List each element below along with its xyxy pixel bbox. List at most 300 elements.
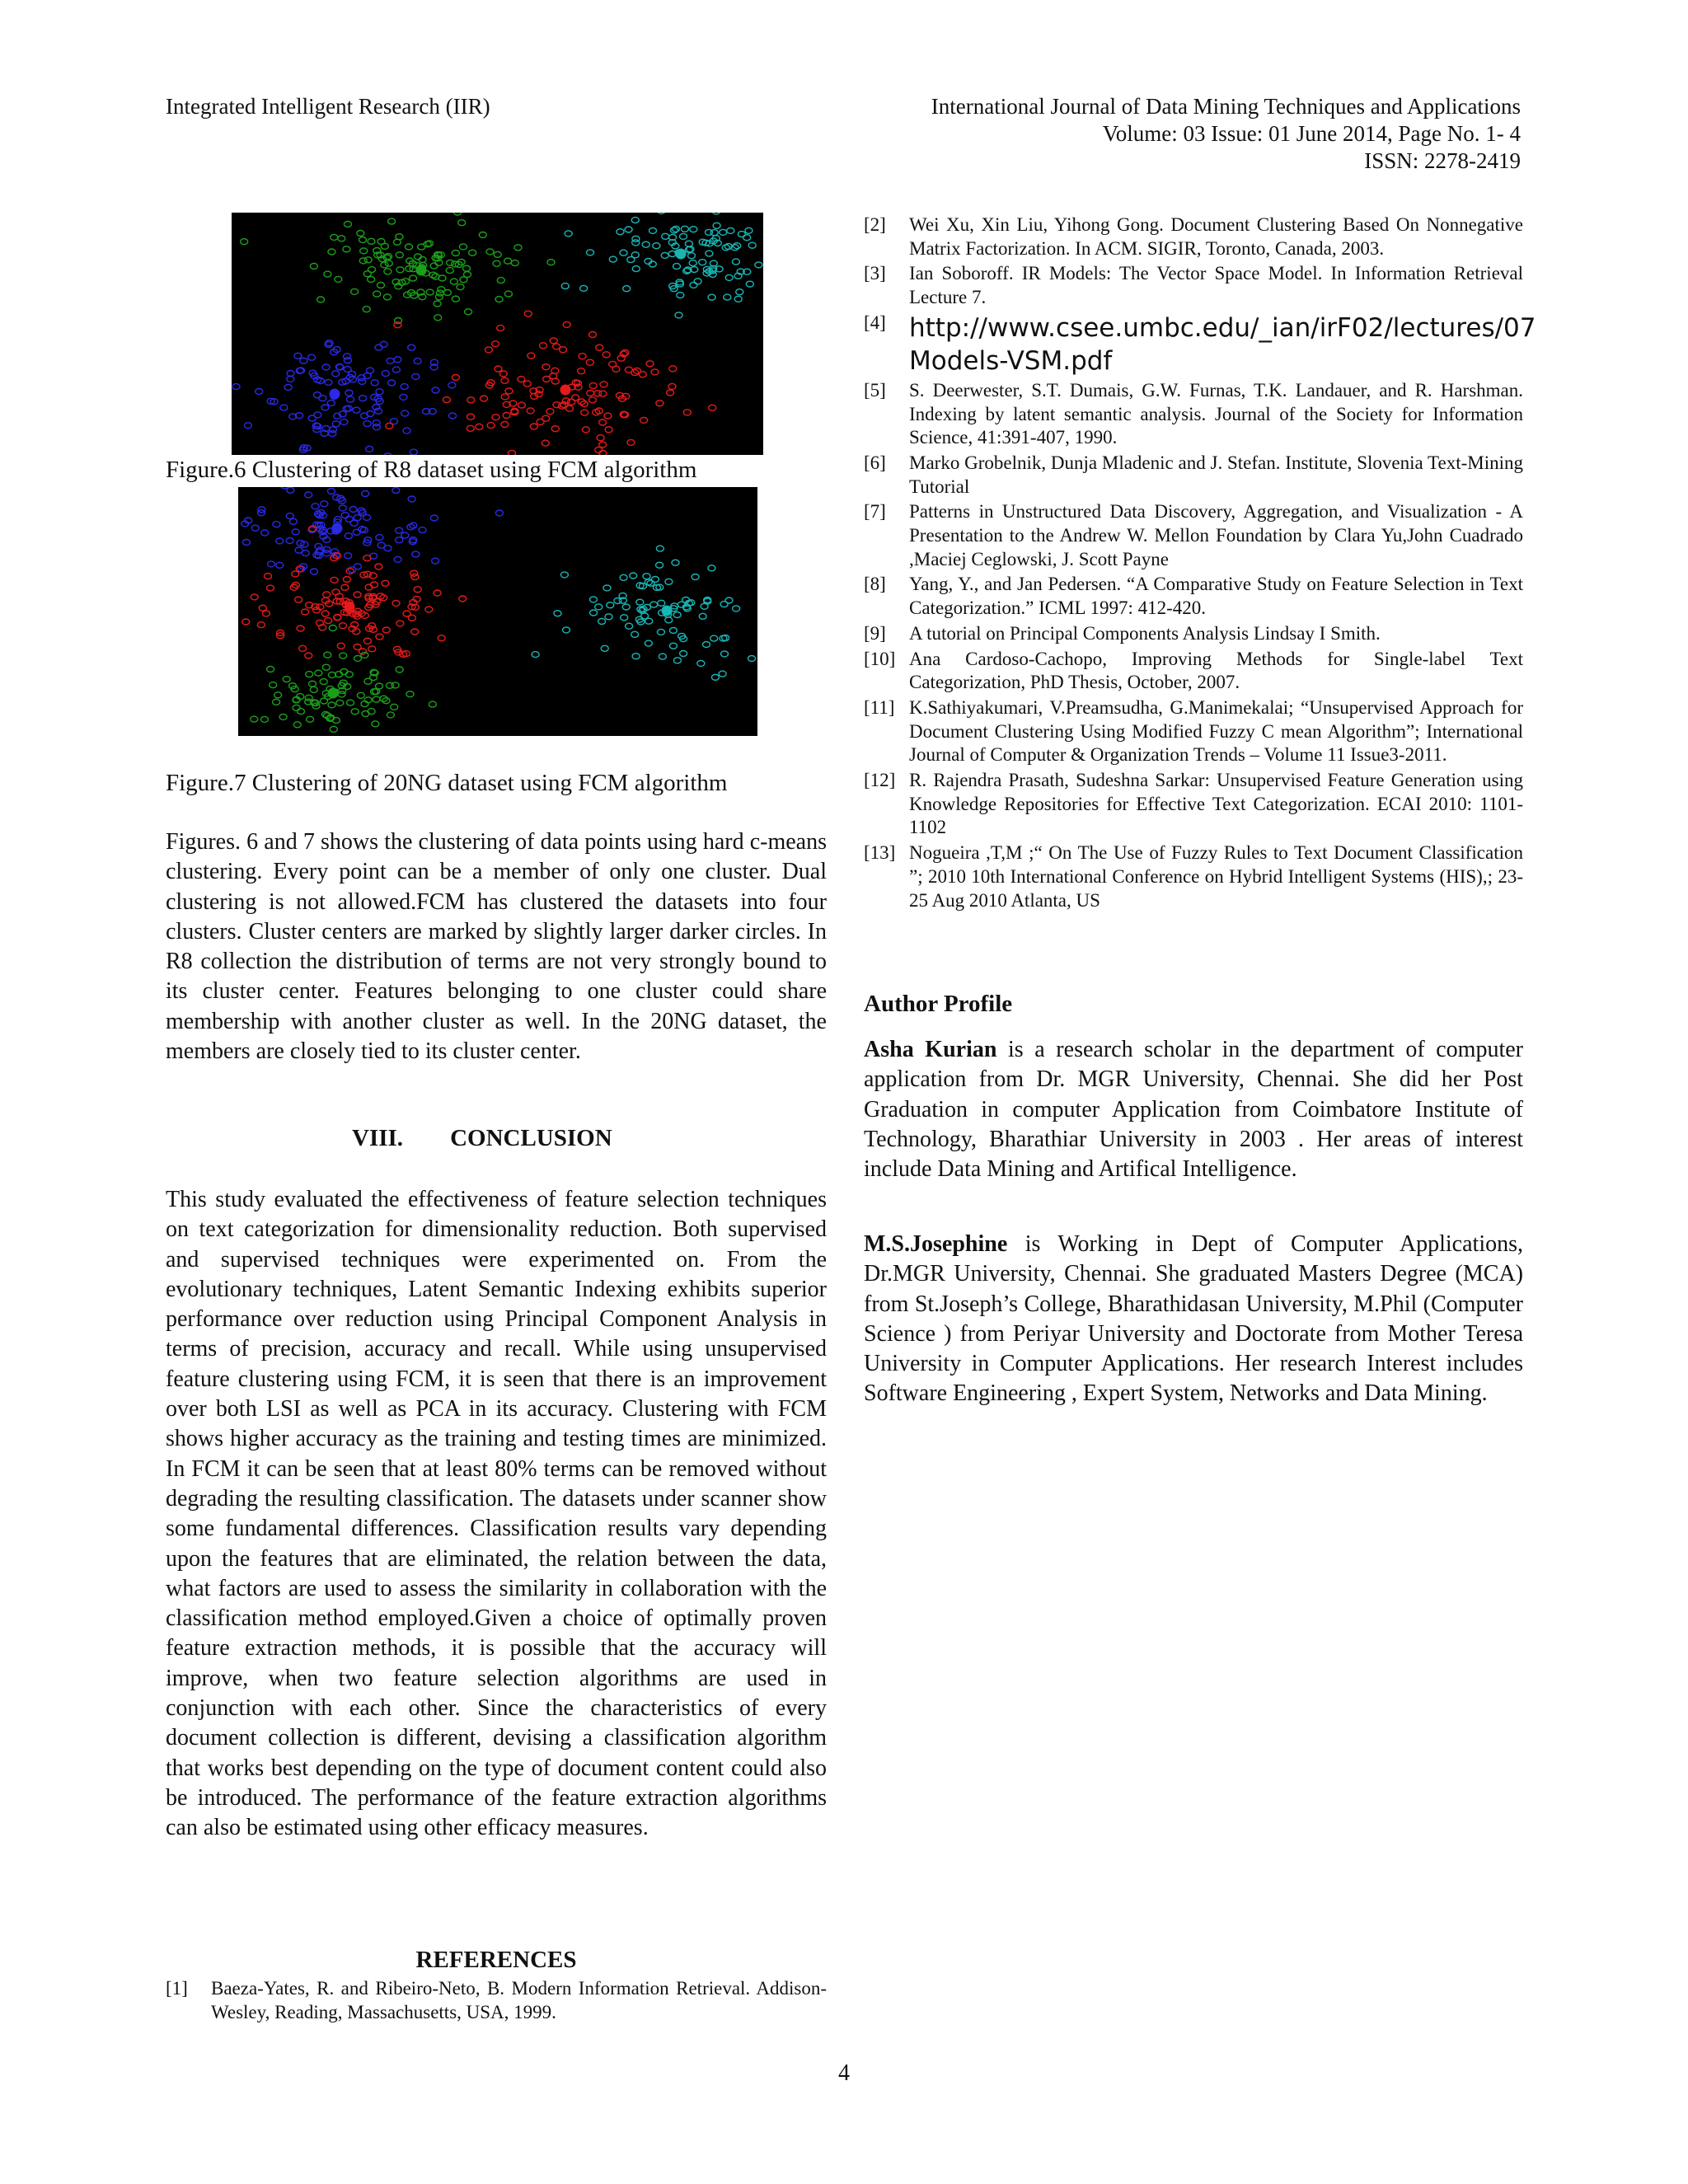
data-point — [626, 623, 633, 629]
data-point — [598, 619, 606, 625]
data-point — [284, 385, 292, 391]
reference-item — [864, 312, 1536, 377]
data-point — [649, 227, 657, 233]
data-point — [725, 274, 733, 280]
data-point — [467, 397, 475, 403]
reference-number: [13] — [864, 842, 896, 864]
data-point — [325, 618, 332, 624]
data-point — [410, 275, 417, 281]
figure-6-scatter — [232, 213, 763, 455]
data-point — [563, 627, 570, 633]
data-point — [636, 599, 644, 605]
data-point — [623, 286, 631, 292]
data-point — [392, 600, 400, 606]
data-point — [505, 388, 513, 394]
data-point — [295, 597, 302, 602]
data-point — [344, 367, 351, 373]
data-point — [384, 269, 392, 274]
data-point — [634, 368, 641, 373]
data-point — [527, 408, 534, 414]
data-point — [425, 607, 433, 612]
data-point — [642, 241, 649, 247]
data-point — [363, 514, 371, 520]
cluster-center — [345, 602, 354, 612]
cluster-center — [416, 265, 426, 275]
data-point — [373, 424, 380, 430]
data-point — [313, 392, 321, 398]
data-point — [321, 611, 329, 616]
data-point — [279, 714, 287, 719]
data-point — [309, 681, 316, 687]
data-point — [434, 301, 441, 307]
data-point — [558, 403, 565, 409]
reference-number: [2] — [864, 214, 886, 235]
data-point — [632, 654, 640, 659]
data-point — [656, 562, 663, 568]
reference-number: [10] — [864, 648, 896, 669]
data-point — [419, 527, 426, 533]
references-list-left — [166, 1977, 827, 2026]
data-point — [528, 353, 535, 359]
data-point — [553, 402, 560, 408]
data-point — [452, 296, 459, 302]
data-point — [706, 251, 713, 256]
volume-issue: Volume: 03 Issue: 01 June 2014, Page No. 1- 4 — [1102, 121, 1521, 146]
data-point — [302, 609, 309, 615]
data-point — [322, 664, 330, 670]
data-point — [340, 653, 347, 658]
data-point — [287, 376, 294, 382]
data-point — [703, 642, 710, 648]
data-point — [392, 488, 400, 494]
data-point — [550, 338, 557, 344]
data-point — [345, 533, 352, 539]
data-point — [293, 705, 300, 710]
data-point — [673, 658, 681, 663]
running-header-left: Integrated Intelligent Research (IIR) — [166, 94, 490, 119]
data-point — [631, 252, 639, 258]
data-point — [683, 410, 691, 415]
data-point — [289, 518, 297, 524]
data-point — [620, 250, 627, 255]
data-point — [412, 373, 420, 379]
data-point — [542, 364, 550, 370]
data-point — [609, 361, 617, 367]
data-point — [595, 447, 603, 452]
data-point — [305, 653, 312, 658]
data-point — [359, 258, 367, 264]
cluster-center — [676, 249, 686, 259]
data-point — [406, 266, 413, 272]
data-point — [523, 381, 531, 387]
data-point — [720, 602, 728, 607]
data-point — [590, 610, 598, 616]
data-point — [669, 366, 677, 372]
reference-text: Marko Grobelnik, Dunja Mladenic and J. Stefan. Institute, Slovenia Text-Mining Tutorial — [909, 452, 1523, 497]
data-point — [308, 354, 316, 360]
data-point — [396, 234, 403, 240]
reference-item — [864, 262, 1523, 309]
data-point — [675, 312, 682, 318]
data-point — [553, 344, 560, 349]
data-point — [363, 555, 371, 561]
data-point — [273, 522, 280, 527]
reference-text: A tutorial on Principal Components Analysis Lindsay I Smith. — [909, 622, 1381, 644]
reference-number: [12] — [864, 770, 896, 791]
data-point — [406, 244, 413, 250]
data-point — [436, 290, 443, 296]
data-point — [354, 644, 361, 650]
data-point — [504, 291, 512, 297]
data-point — [338, 236, 345, 241]
data-point — [366, 446, 373, 452]
data-point — [411, 574, 419, 580]
data-point — [438, 635, 445, 641]
data-point — [601, 645, 608, 651]
data-point — [665, 579, 673, 584]
reference-number: [9] — [864, 622, 886, 644]
data-point — [286, 538, 293, 544]
conclusion-paragraph: This study evaluated the effectiveness of feature selection techniques on text categorization for dimensionality reduction. Both supervised and supervised techniques were experimented on. From the evolutionary techniques, Latent Semantic Indexing exhibits superior performance over reduction using Principal Component Analysis in terms of precision, accuracy and recall. While using unsupervised feature clustering using FCM, it is seen that there is an improvement over both LSI as well as PCA in its accuracy. Clustering with FCM shows higher accuracy as the training and testing times are minimized. In FCM it can be seen that at least 80% terms can be removed without degrading the resulting classification. The datasets under scanner show some fundamental differences. Classification results vary depending upon the features that are eliminated, the relation between the data, what factors are used to assess the similarity in collaboration with the classification method employed.Given a choice of optimally proven feature extraction methods, it is possible that the accuracy will improve, when two feature selection algorithms are used in conjunction with each other. Since the characteristics of every document collection is different, devising a classification algorithm that works best depending on the type of document content could also be introduced. The performance of the feature extraction algorithms can also be estimated using other efficacy measures. — [166, 1187, 827, 1841]
data-point — [401, 532, 409, 538]
data-point — [680, 233, 687, 239]
data-point — [257, 622, 265, 628]
data-point — [694, 279, 701, 284]
data-point — [542, 415, 550, 421]
data-point — [361, 652, 368, 658]
data-point — [572, 395, 579, 401]
data-point — [396, 537, 403, 543]
data-point — [383, 294, 391, 300]
data-point — [596, 344, 603, 350]
data-point — [640, 417, 648, 423]
data-point — [580, 285, 588, 291]
data-point — [457, 284, 464, 290]
data-point — [305, 492, 312, 498]
data-point — [331, 577, 338, 583]
data-point — [387, 712, 394, 718]
data-point — [672, 560, 679, 565]
data-point — [357, 692, 364, 698]
data-point — [340, 419, 348, 424]
cluster-center — [328, 688, 338, 698]
data-point — [244, 423, 251, 429]
data-point — [725, 598, 733, 603]
reference-number: [11] — [864, 696, 895, 718]
data-point — [458, 220, 466, 226]
reference-url-link[interactable]: http://www.csee.umbc.edu/_ian/irF02/lectures/07 Models-VSM.pdf — [909, 312, 1536, 376]
author-profile-heading: Author Profile — [864, 991, 1013, 1017]
data-point — [232, 384, 240, 390]
data-point — [343, 577, 350, 583]
data-point — [554, 611, 561, 616]
data-point — [300, 358, 307, 363]
data-point — [671, 227, 678, 233]
data-point — [394, 322, 401, 328]
data-point — [320, 679, 327, 685]
data-point — [745, 227, 753, 233]
data-point — [605, 427, 612, 433]
data-point — [287, 371, 294, 377]
data-point — [680, 651, 687, 657]
data-point — [670, 643, 678, 649]
data-point — [329, 427, 336, 433]
data-point — [375, 344, 382, 350]
figures-discussion-paragraph: Figures. 6 and 7 shows the clustering of data points using hard c-means clustering. Every point can be a member of only one cluster. Dual clustering is not allowed.FCM has clustered the datasets into four clusters. Cluster centers are marked by slightly larger darker circles. In R8 collection the distribution of terms are not very strongly bound to its cluster center. Features belonging to one cluster could share membership with another cluster as well. In the 20NG dataset, the members are closely tied to its cluster center. — [166, 829, 827, 1065]
data-point — [540, 343, 547, 349]
data-point — [335, 276, 342, 282]
data-point — [690, 282, 697, 288]
data-point — [363, 421, 371, 427]
data-point — [357, 231, 364, 237]
data-point — [401, 384, 408, 390]
data-point — [673, 264, 681, 269]
data-point — [377, 542, 385, 548]
data-point — [373, 405, 380, 410]
data-point — [620, 574, 627, 580]
data-point — [412, 551, 420, 557]
data-point — [363, 638, 371, 644]
data-point — [469, 250, 476, 255]
data-point — [368, 646, 376, 652]
data-point — [514, 245, 522, 251]
data-point — [607, 602, 614, 608]
data-point — [403, 611, 410, 616]
data-point — [495, 297, 503, 302]
data-point — [701, 603, 708, 609]
data-point — [736, 289, 743, 295]
data-point — [532, 652, 539, 658]
data-point — [384, 453, 392, 455]
data-point — [677, 293, 684, 298]
author-bio-text: is a research scholar in the department of computer application from Dr. MGR University, Chennai. She did her Post Graduation in computer Application from Coimbatore Institute of Technology, Bharathiar University in 2003 . Her areas of interest include Data Mining and Artifical Intelligence. — [864, 1037, 1523, 1183]
data-point — [748, 656, 756, 662]
data-point — [259, 605, 266, 611]
data-point — [360, 248, 368, 254]
data-point — [632, 240, 640, 246]
data-point — [344, 222, 351, 227]
data-point — [400, 394, 407, 400]
data-point — [345, 390, 353, 396]
data-point — [375, 564, 382, 569]
data-point — [546, 409, 554, 415]
data-point — [609, 256, 617, 262]
data-point — [251, 525, 259, 531]
data-point — [429, 272, 437, 278]
reference-item — [864, 648, 1523, 695]
data-point — [600, 382, 607, 387]
data-point — [324, 652, 331, 658]
data-point — [292, 529, 299, 535]
data-point — [743, 235, 751, 241]
cluster-center — [662, 606, 672, 616]
data-point — [327, 400, 335, 405]
data-point — [316, 378, 324, 384]
data-point — [414, 359, 421, 364]
data-point — [403, 428, 410, 434]
data-point — [270, 682, 277, 688]
reference-item — [864, 213, 1523, 260]
data-point — [565, 231, 572, 237]
data-point — [627, 439, 635, 445]
section-number: VIII. — [352, 1125, 404, 1151]
data-point — [518, 377, 525, 382]
data-point — [368, 267, 376, 273]
data-point — [317, 297, 325, 302]
data-point — [656, 546, 663, 551]
data-point — [345, 672, 353, 677]
data-point — [734, 243, 741, 249]
data-point — [396, 527, 403, 533]
data-point — [589, 383, 597, 389]
data-point — [493, 260, 500, 266]
data-point — [587, 391, 594, 396]
data-point — [673, 612, 681, 618]
data-point — [305, 695, 312, 701]
data-point — [653, 243, 660, 249]
author-name: M.S.Josephine — [864, 1231, 1008, 1257]
data-point — [242, 540, 250, 546]
data-point — [710, 230, 718, 236]
data-point — [524, 311, 532, 316]
data-point — [408, 496, 415, 502]
data-point — [434, 315, 442, 321]
page-number: 4 — [838, 2060, 850, 2086]
data-point — [280, 405, 288, 410]
data-point — [452, 375, 459, 381]
data-point — [308, 415, 316, 421]
data-point — [299, 645, 307, 651]
data-point — [344, 358, 351, 363]
data-point — [669, 628, 677, 634]
data-point — [656, 401, 663, 406]
data-point — [492, 415, 499, 420]
data-point — [631, 631, 639, 637]
data-point — [443, 290, 451, 296]
data-point — [315, 543, 322, 549]
data-point — [668, 383, 676, 389]
data-point — [713, 213, 720, 214]
data-point — [709, 405, 716, 410]
data-point — [430, 263, 438, 269]
data-point — [332, 371, 340, 377]
data-point — [294, 353, 302, 359]
data-point — [604, 413, 612, 419]
data-point — [371, 380, 378, 386]
cluster-center — [330, 389, 340, 399]
data-point — [530, 424, 537, 429]
reference-item — [864, 452, 1523, 499]
reference-number: [6] — [864, 452, 886, 473]
data-point — [396, 252, 403, 258]
data-point — [261, 716, 269, 722]
data-point — [359, 237, 367, 243]
data-point — [382, 371, 389, 377]
data-point — [376, 634, 383, 640]
data-point — [509, 450, 516, 455]
reference-text: R. Rajendra Prasath, Sudeshna Sarkar: Unsupervised Feature Generation using Knowledge Repositories for Effective Text Categorization. ECAI 2010: 1101-1102 — [909, 770, 1523, 838]
data-point — [447, 260, 454, 265]
reference-text: Wei Xu, Xin Liu, Yihong Gong. Document Clustering Based On Nonnegative Matrix Factorization. In ACM. SIGIR, Toronto, Canada, 2003. — [909, 214, 1523, 259]
data-point — [388, 380, 396, 386]
data-point — [595, 604, 603, 610]
data-point — [267, 667, 274, 673]
data-point — [373, 696, 380, 702]
data-point — [625, 227, 632, 232]
data-point — [411, 629, 419, 635]
reference-number: [3] — [864, 263, 886, 284]
data-point — [373, 291, 381, 297]
reference-number: [5] — [864, 379, 886, 401]
data-point — [251, 716, 258, 722]
data-point — [597, 435, 604, 441]
data-point — [394, 357, 401, 363]
data-point — [632, 266, 640, 272]
issn: ISSN: 2278-2419 — [1364, 148, 1521, 173]
data-point — [429, 701, 436, 707]
data-point — [430, 515, 438, 521]
references-list-right — [864, 213, 1536, 914]
data-point — [621, 615, 628, 621]
data-point — [699, 613, 706, 619]
data-point — [362, 711, 369, 717]
reference-text: Baeza-Yates, R. and Ribeiro-Neto, B. Modern Information Retrieval. Addison-Wesley, Reading, Massachusetts, USA, 1999. — [211, 1978, 827, 2022]
data-point — [494, 251, 501, 257]
data-point — [734, 296, 742, 302]
data-point — [372, 721, 379, 727]
data-point — [302, 551, 309, 556]
data-point — [396, 621, 404, 626]
data-point — [410, 523, 417, 528]
data-point — [331, 234, 338, 240]
data-point — [241, 239, 248, 245]
author-name: Asha Kurian — [864, 1037, 997, 1062]
data-point — [499, 371, 507, 377]
data-point — [452, 251, 459, 256]
data-point — [368, 277, 375, 283]
author-bio — [864, 1230, 1523, 1409]
data-point — [450, 279, 457, 284]
data-point — [727, 227, 734, 233]
data-point — [323, 592, 331, 598]
data-point — [479, 232, 486, 238]
data-point — [501, 394, 509, 400]
figure-7-scatter — [238, 487, 757, 736]
data-point — [242, 619, 250, 625]
data-point — [392, 367, 400, 373]
data-point — [414, 587, 421, 593]
data-point — [350, 520, 358, 526]
reference-text: Yang, Y., and Jan Pedersen. “A Comparative Study on Feature Selection in Text Categorization.” ICML 1997: 412-420. — [909, 574, 1523, 619]
data-point — [578, 368, 585, 374]
data-point — [359, 396, 367, 401]
data-point — [341, 584, 349, 590]
data-point — [658, 600, 665, 606]
data-point — [719, 671, 726, 677]
data-point — [406, 691, 414, 697]
data-point — [448, 382, 456, 388]
data-point — [463, 265, 471, 271]
reference-text: K.Sathiyakumari, V.Preamsudha, G.Manimekalai; “Unsupervised Approach for Document Clustering Using Modified Fuzzy C mean Algorithm”; International Journal of Computer & Organization Trends – Volume 11 Issue3-2011. — [909, 696, 1523, 766]
data-point — [518, 402, 525, 408]
data-point — [645, 640, 652, 646]
data-point — [268, 561, 275, 567]
data-point — [332, 421, 340, 427]
data-point — [467, 425, 474, 431]
data-point — [293, 722, 301, 728]
data-point — [351, 709, 359, 715]
data-point — [351, 288, 359, 294]
